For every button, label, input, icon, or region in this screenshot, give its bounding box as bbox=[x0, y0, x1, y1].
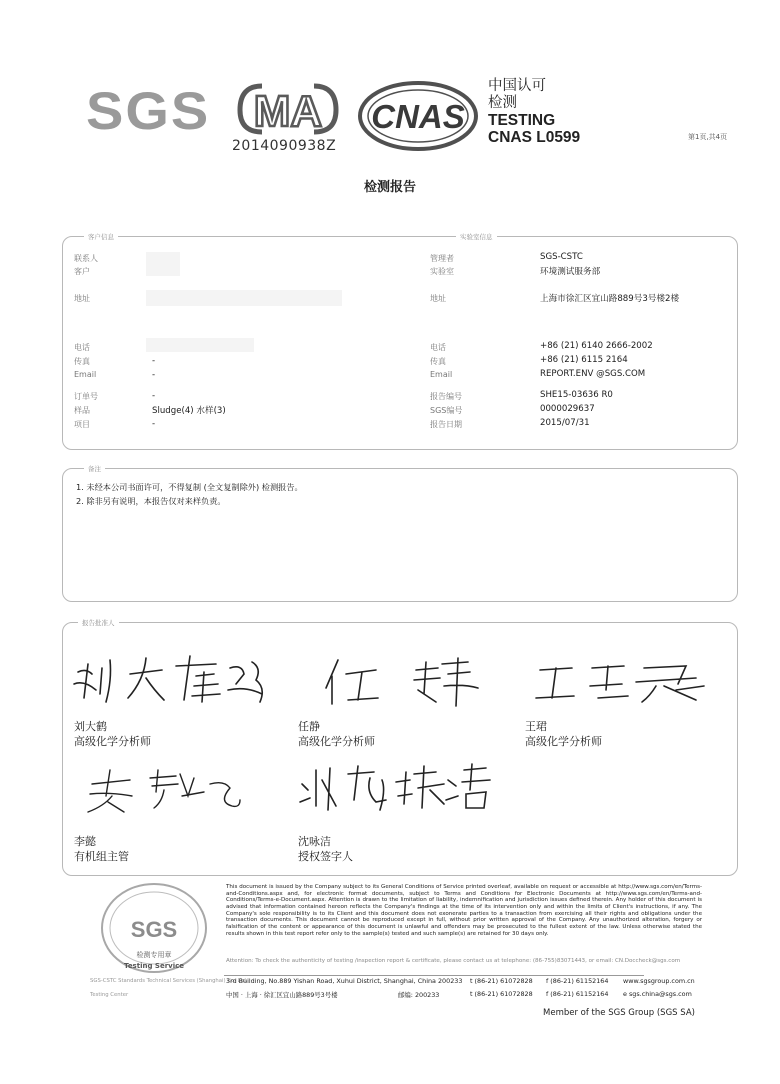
footer-phone-cn: t (86-21) 61072828 bbox=[470, 990, 533, 998]
footer-fax-en: f (86-21) 61152164 bbox=[546, 977, 609, 985]
seal-en-text: Testing Service bbox=[123, 962, 185, 970]
cma-number: 2014090938Z bbox=[232, 138, 337, 154]
seal-side-text-1: SGS-CSTC Standards Technical Services (Shanghai) Co. Ltd. bbox=[90, 978, 248, 984]
signatory-2-name: 任静 bbox=[298, 720, 320, 733]
accreditation-line-2: 检测 bbox=[488, 95, 517, 111]
lab-label-sgs-no: SGS编号 bbox=[430, 406, 463, 415]
lab-label-report-date: 报告日期 bbox=[430, 420, 462, 429]
signature-li-yi bbox=[80, 766, 250, 816]
client-value-fax: - bbox=[152, 356, 156, 366]
signatory-3-name: 王珺 bbox=[525, 720, 547, 733]
signatory-1-title: 高级化学分析师 bbox=[74, 735, 151, 748]
client-value-order: - bbox=[152, 391, 156, 401]
page-number: 第1页,共4页 bbox=[688, 133, 728, 141]
accreditation-line-1: 中国认可 bbox=[488, 78, 546, 94]
client-value-email: - bbox=[152, 370, 156, 380]
footer-disclaimer: This document is issued by the Company subject to its General Conditions of Service printed overleaf, available on request or accessible at http://www.sgs.com/en/Terms-and-Conditions.aspx and, for electronic format documents, subject to Terms and Conditions for Electronic Documents at http://www.sgs.com/en/Terms-and-Conditions/Terms-e-Document.aspx. Attention is drawn to the limitation of liability, indemnification and jurisdiction issues defined therein. Any holder of this document is advised that information contained hereon reflects the Company's findings at the time of its intervention only and within the limits of Client's instructions, if any. The Company's sole responsibility is to its Client and this document does not exonerate parties to a transaction from exercising all their rights and obligations under the transaction documents. This document cannot be reproduced except in full, without prior written approval of the Company. Any unauthorized alteration, forgery or falsification of the content or appearance of this document is unlawful and offenders may be prosecuted to the fullest extent of the law. Unless otherwise stated the results shown in this test report refer only to the sample(s) tested and such sample(s) are retained for 30 days only. bbox=[226, 884, 702, 937]
redacted-phone bbox=[146, 338, 254, 352]
footer-divider bbox=[224, 975, 644, 976]
lab-value-email: REPORT.ENV @SGS.COM bbox=[540, 369, 646, 379]
lab-label-phone: 电话 bbox=[430, 343, 446, 352]
seal-cn-text: 检测专用章 bbox=[136, 951, 172, 959]
footer-web: www.sgsgroup.com.cn bbox=[623, 977, 695, 985]
lab-label-address: 地址 bbox=[430, 294, 446, 303]
remark-item-2: 2. 除非另有说明，本报告仅对来样负责。 bbox=[76, 496, 226, 506]
remark-item-1: 1. 未经本公司书面许可，不得复制 (全文复制除外) 检测报告。 bbox=[76, 482, 303, 492]
client-label-client: 客户 bbox=[74, 267, 90, 276]
lab-label-laboratory: 实验室 bbox=[430, 267, 454, 276]
footer-address-en: 3rd Building, No.889 Yishan Road, Xuhui District, Shanghai, China 200233 bbox=[226, 977, 463, 985]
cma-logo bbox=[232, 80, 344, 140]
redacted-address bbox=[146, 290, 342, 306]
lab-value-sgs-no: 0000029637 bbox=[540, 404, 595, 414]
signatory-3-title: 高级化学分析师 bbox=[525, 735, 602, 748]
accreditation-block bbox=[488, 78, 580, 146]
cnas-logo bbox=[355, 78, 481, 158]
signatory-5-title: 授权签字人 bbox=[298, 850, 353, 863]
signatory-2-title: 高级化学分析师 bbox=[298, 735, 375, 748]
signatory-4 bbox=[74, 834, 129, 864]
accreditation-line-3: TESTING bbox=[488, 112, 556, 129]
footer-phone-en: t (86-21) 61072828 bbox=[470, 977, 533, 985]
signature-liu-dahe bbox=[66, 650, 276, 710]
client-label-project: 项目 bbox=[74, 420, 90, 429]
signatory-1 bbox=[74, 719, 151, 749]
client-label-fax: 传真 bbox=[74, 357, 90, 366]
lab-value-report-no: SHE15-03636 R0 bbox=[540, 390, 613, 400]
cma-logo-text: MA bbox=[253, 87, 323, 136]
signatory-2 bbox=[298, 719, 375, 749]
seal-side-text-2: Testing Center bbox=[90, 992, 129, 998]
accreditation-line-4: CNAS L0599 bbox=[488, 129, 581, 146]
footer-address-cn: 中国 · 上海 · 徐汇区宜山路889号3号楼 bbox=[226, 991, 338, 999]
signatory-4-title: 有机组主管 bbox=[74, 850, 129, 863]
client-label-email: Email bbox=[74, 370, 97, 379]
client-label-order: 订单号 bbox=[74, 392, 98, 401]
lab-value-manager: SGS-CSTC bbox=[540, 252, 583, 262]
lab-label-manager: 管理者 bbox=[430, 254, 454, 263]
client-label-sample: 样品 bbox=[74, 406, 90, 415]
lab-value-address: 上海市徐汇区宜山路889号3号楼2楼 bbox=[540, 294, 680, 304]
footer-attention: Attention: To check the authenticity of testing /inspection report & certificate, please contact us at telephone: (86-755)83071443, or email: CN.Doccheck@sgs.com bbox=[226, 958, 681, 964]
footer-fax-cn: f (86-21) 61152164 bbox=[546, 990, 609, 998]
testing-service-seal bbox=[86, 880, 222, 994]
lab-value-report-date: 2015/07/31 bbox=[540, 418, 590, 428]
client-info-legend: 客户信息 bbox=[84, 232, 118, 241]
client-value-project: - bbox=[152, 419, 156, 429]
seal-sgs-text: SGS bbox=[130, 917, 178, 942]
signatory-1-name: 刘大鹤 bbox=[74, 720, 107, 733]
footer-postcode-cn: 邮编: 200233 bbox=[398, 991, 440, 999]
signature-shen-yongjie bbox=[296, 760, 496, 816]
lab-info-legend: 实验室信息 bbox=[456, 232, 497, 241]
cnas-logo-text: CNAS bbox=[371, 98, 465, 135]
client-label-phone: 电话 bbox=[74, 343, 90, 352]
sgs-logo: SGS bbox=[86, 80, 211, 141]
signatory-3 bbox=[525, 719, 602, 749]
sgs-group-member: Member of the SGS Group (SGS SA) bbox=[543, 1008, 695, 1018]
page-title: 检测报告 bbox=[363, 180, 416, 195]
client-label-contact: 联系人 bbox=[74, 254, 98, 263]
lab-label-fax: 传真 bbox=[430, 357, 446, 366]
redacted-contact bbox=[146, 252, 180, 276]
signatory-5-name: 沈咏洁 bbox=[298, 835, 331, 848]
signatories-legend: 报告批准人 bbox=[78, 618, 119, 627]
signature-ren-jing bbox=[318, 654, 498, 710]
client-label-address: 地址 bbox=[74, 294, 90, 303]
remarks-legend: 备注 bbox=[84, 464, 105, 473]
lab-value-laboratory: 环境测试服务部 bbox=[540, 267, 601, 277]
lab-value-fax: +86 (21) 6115 2164 bbox=[540, 355, 628, 365]
footer-email: e sgs.china@sgs.com bbox=[623, 990, 692, 998]
signature-wang-jun bbox=[526, 656, 716, 706]
signatory-5 bbox=[298, 834, 353, 864]
lab-value-phone: +86 (21) 6140 2666-2002 bbox=[540, 341, 653, 351]
signatory-4-name: 李懿 bbox=[74, 835, 96, 848]
lab-label-email: Email bbox=[430, 370, 453, 379]
lab-label-report-no: 报告编号 bbox=[430, 392, 462, 401]
client-value-sample: Sludge(4) 水样(3) bbox=[152, 406, 226, 416]
